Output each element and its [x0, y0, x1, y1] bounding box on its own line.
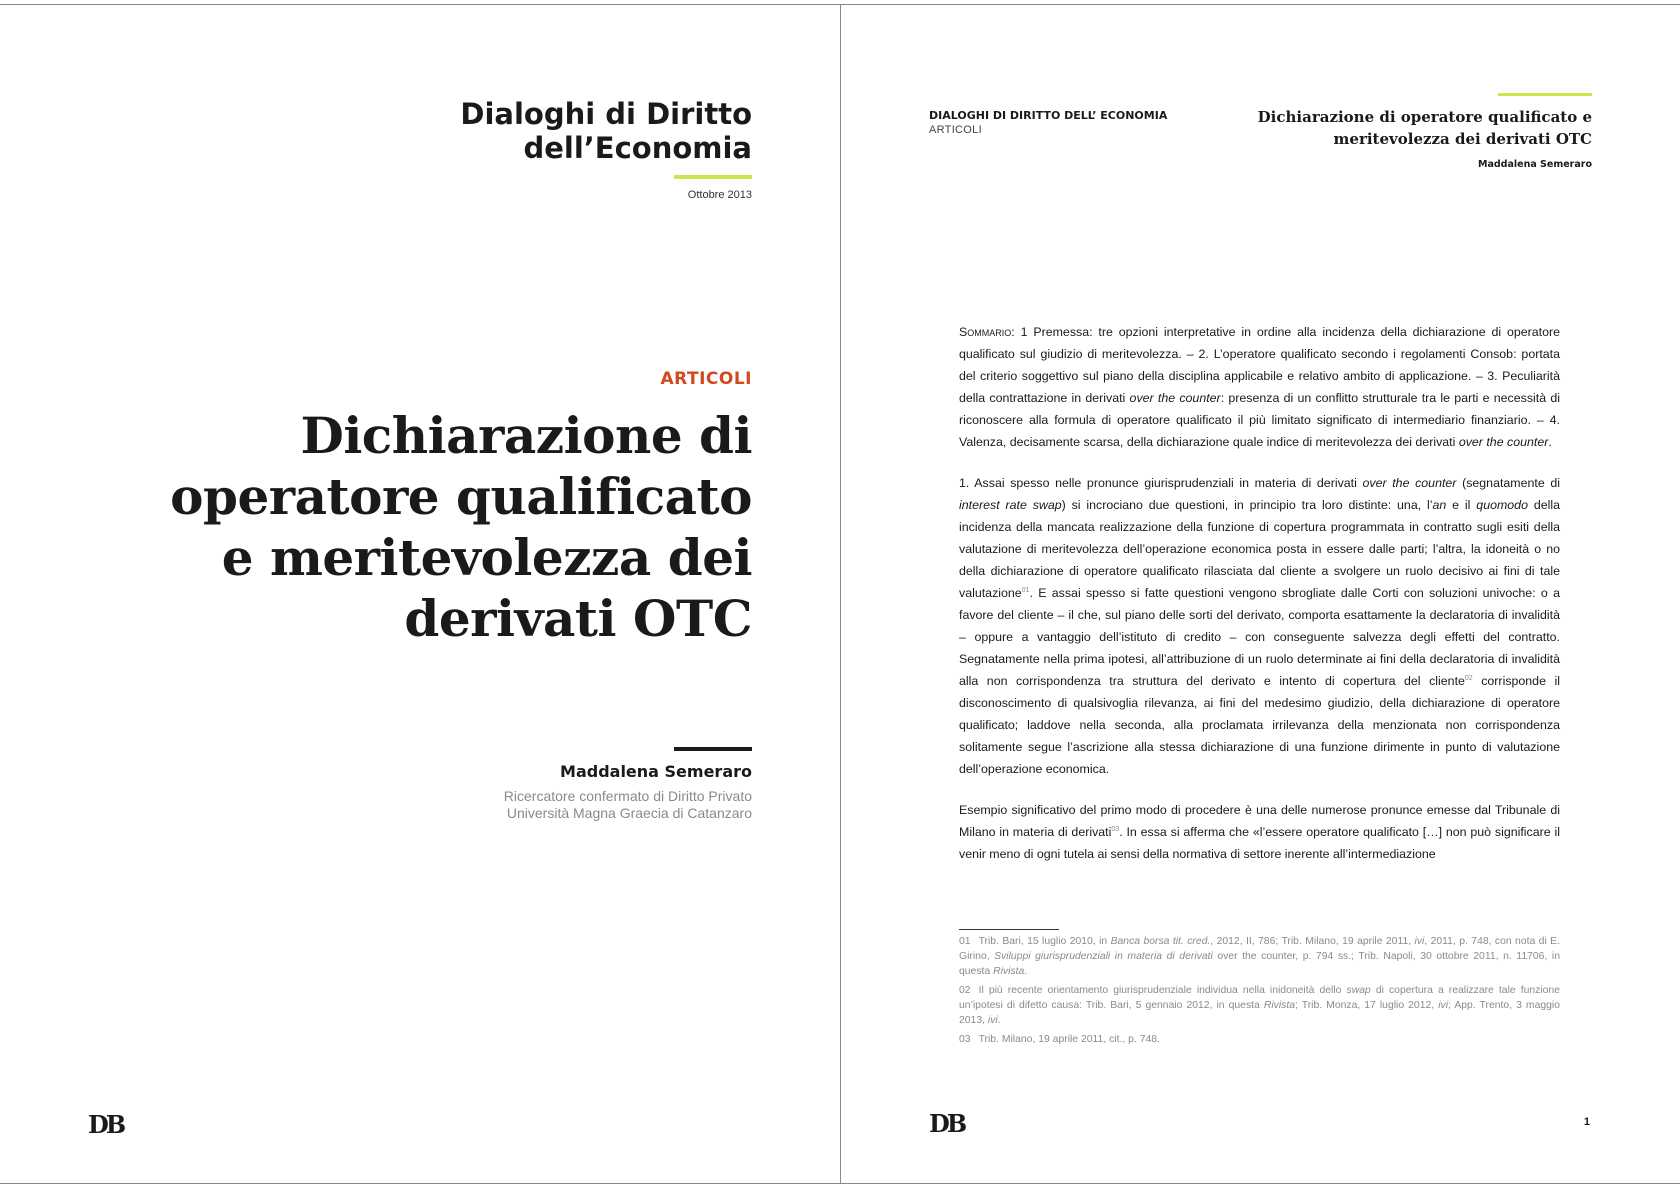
text-run: ) si incrociano due questioni, in principio tra loro distinte: una, l’ — [1061, 498, 1433, 512]
article-body — [959, 321, 1560, 884]
text-run: , 2011, p. 748, con nota di E. Girino, — [959, 936, 1560, 962]
section-label: ARTICOLI — [660, 369, 752, 389]
text-run: e il — [1446, 498, 1477, 512]
text-run: (segnatamente di — [1456, 476, 1561, 490]
text-run: Esempio significativo del primo modo di procedere è una delle numerose pronunce emesse dal Tribunale di Milano in materia di derivati — [959, 803, 1560, 839]
italic-run: Sviluppi giurisprudenziali in materia di derivati — [994, 951, 1213, 962]
text-run: . — [1024, 966, 1028, 977]
italic-run: ivi — [987, 1015, 998, 1026]
italic-run: Rivista — [993, 966, 1025, 977]
text-run: corrisponde il disconoscimento di qualsivoglia rilevanza, ai fini del medesimo giudizio, della dichiarazione di operatore qualificato; laddove nella seconda, alla proclamata irrilevanza della menzionata non corrispondenza solitamente segue l’ascrizione alla stessa dichiarazione di una funzione dirimente in punto di valutazione dell’operazione economica. — [959, 674, 1560, 776]
cover-page — [0, 5, 840, 1183]
footnote-ref[interactable]: 01 — [1021, 586, 1030, 594]
text-run: della incidenza della mancata realizzazione della funzione di copertura programmata in contratto sugli esiti della valutazione di meritevolezza dell’operazione economica posta in essere dalle parti; l’altra, la idoneità o no della dichiarazione di operatore qualificato rilasciata dal cliente a svolgere un ruolo decisivo ai fini di tale valutazione — [959, 498, 1561, 600]
running-head-section: ARTICOLI — [929, 124, 982, 136]
text-run: Trib. Milano, 19 aprile 2011, cit., p. 748. — [978, 1034, 1160, 1045]
article-title-line: Dichiarazione di — [300, 406, 752, 465]
article-title-line: e meritevolezza dei — [221, 528, 752, 587]
italic-run: over the counter — [1458, 435, 1549, 449]
body-paragraph — [959, 799, 1560, 865]
summary-label: Sommario — [959, 325, 1012, 339]
italic-run: interest rate swap — [959, 498, 1062, 512]
journal-title — [332, 97, 752, 165]
text-run: over the counter, p. 794 ss.; Trib. Napoli, 30 ottobre 2011, n. 11706, in questa — [959, 951, 1560, 977]
author-name: Maddalena Semeraro — [560, 762, 752, 781]
author-role: Ricercatore confermato di Diritto Privato — [503, 788, 752, 804]
article-page — [841, 5, 1680, 1183]
text-run: Il più recente orientamento giurisprudenziale individua nella inidoneità dello — [978, 985, 1347, 996]
text-run: ; App. Trento, 3 maggio 2013, — [959, 1000, 1560, 1026]
footnote-item — [959, 1032, 1560, 1047]
text-run: Trib. Bari, 15 luglio 2010, in — [978, 936, 1111, 947]
italic-run: swap — [1346, 985, 1371, 996]
text-run: : presenza di un conflitto strutturale tra le parti e necessità di riconoscere alla formula di operatore qualificato il più limitato significato di intermediario finanziario. – 4. Valenza, decisamente scarsa, della dichiarazione quale indice di meritevolezza dei derivati — [959, 391, 1561, 449]
text-run: ; Trib. Monza, 17 luglio 2012, — [1295, 1000, 1439, 1011]
publisher-logo: DB — [88, 1110, 124, 1139]
article-title-line: derivati OTC — [404, 589, 752, 648]
text-run: . In essa si afferma che «l’essere operatore qualificato […] non può significare il venir meno di ogni tutela ai sensi della normativa di settore inerente all’intermediazione — [959, 825, 1560, 861]
text-run: . E assai spesso si fatte questioni vengono sbrogliate dalle Corti con soluzioni univoche: o a favore del cliente – il che, sul piano delle sorti del derivato, comporta esattamente la declaratoria di invalidità – oppure a vantaggio dell’istituto di credito – con conseguente salvezza degli effetti del contratto. Segnatamente nella prima ipotesi, all’attribuzione di un ruolo determinate ai fini della declaratoria di invalidità alla non corrispondenza tra struttura del derivato e intento di copertura del cliente — [959, 586, 1560, 688]
italic-run: over the counter — [1129, 391, 1221, 405]
summary-paragraph — [959, 321, 1560, 453]
running-title — [1232, 106, 1592, 150]
author-affiliation: Università Magna Graecia di Catanzaro — [506, 805, 752, 821]
journal-title-line: dell’Economia — [523, 131, 752, 165]
running-author: Maddalena Semeraro — [1478, 159, 1592, 170]
footnote-item — [959, 983, 1560, 1028]
text-run: : 1 Premessa: tre opzioni interpretative in ordine alla incidenza della dichiarazione di operatore qualificato sul giudizio di meritevolezza. – 2. L’operatore qualificato secondo i regolamenti Consob: portata del criterio soggettivo sul piano della disciplina applicabile e relativo ambito di applicazione. – 3. Peculiarità della contrattazione in derivati — [959, 325, 1560, 405]
text-run: . — [1548, 435, 1552, 449]
footnote-number: 03 — [959, 1034, 971, 1045]
accent-rule — [674, 175, 752, 179]
text-run: . — [997, 1015, 1001, 1026]
footnotes — [959, 934, 1560, 1051]
article-title-line: operatore qualificato — [170, 467, 752, 526]
italic-run: ivi — [1414, 936, 1425, 947]
journal-title-line: Dialoghi di Diritto — [460, 97, 752, 131]
running-title-line: meritevolezza dei derivati OTC — [1333, 130, 1592, 148]
italic-run: over the counter — [1362, 476, 1457, 490]
body-paragraph — [959, 472, 1560, 780]
running-title-line: Dichiarazione di operatore qualificato e — [1257, 108, 1592, 126]
footnote-number: 01 — [959, 936, 971, 947]
running-head-journal: DIALOGHI DI DIRITTO DELL’ ECONOMIA — [929, 109, 1168, 122]
text-run: 1. Assai spesso nelle pronunce giurisprudenziali in materia di derivati — [959, 476, 1363, 490]
footnote-number: 02 — [959, 985, 971, 996]
text-run: di copertura a realizzare tale funzione un’ipotesi di difetto causa: Trib. Bari, 5 gennaio 2012, in questa — [959, 985, 1561, 1011]
page-number: 1 — [1583, 1116, 1590, 1128]
author-rule — [674, 747, 752, 751]
footnote-ref[interactable]: 02 — [1464, 674, 1473, 682]
footnote-ref[interactable]: 03 — [1111, 825, 1120, 833]
accent-rule — [1498, 93, 1592, 96]
italic-run: ivi — [1438, 1000, 1448, 1011]
footnote-rule — [959, 929, 1059, 930]
italic-run: an — [1432, 498, 1447, 512]
italic-run: Rivista — [1263, 1000, 1296, 1011]
issue-date: Ottobre 2013 — [687, 189, 752, 201]
italic-run: Banca borsa tit. cred. — [1110, 936, 1211, 947]
italic-run: quomodo — [1476, 498, 1528, 512]
article-title — [112, 405, 752, 649]
publisher-logo: DB — [929, 1109, 965, 1138]
footnote-item — [959, 934, 1560, 979]
text-run: , 2012, II, 786; Trib. Milano, 19 aprile 2011, — [1210, 936, 1415, 947]
